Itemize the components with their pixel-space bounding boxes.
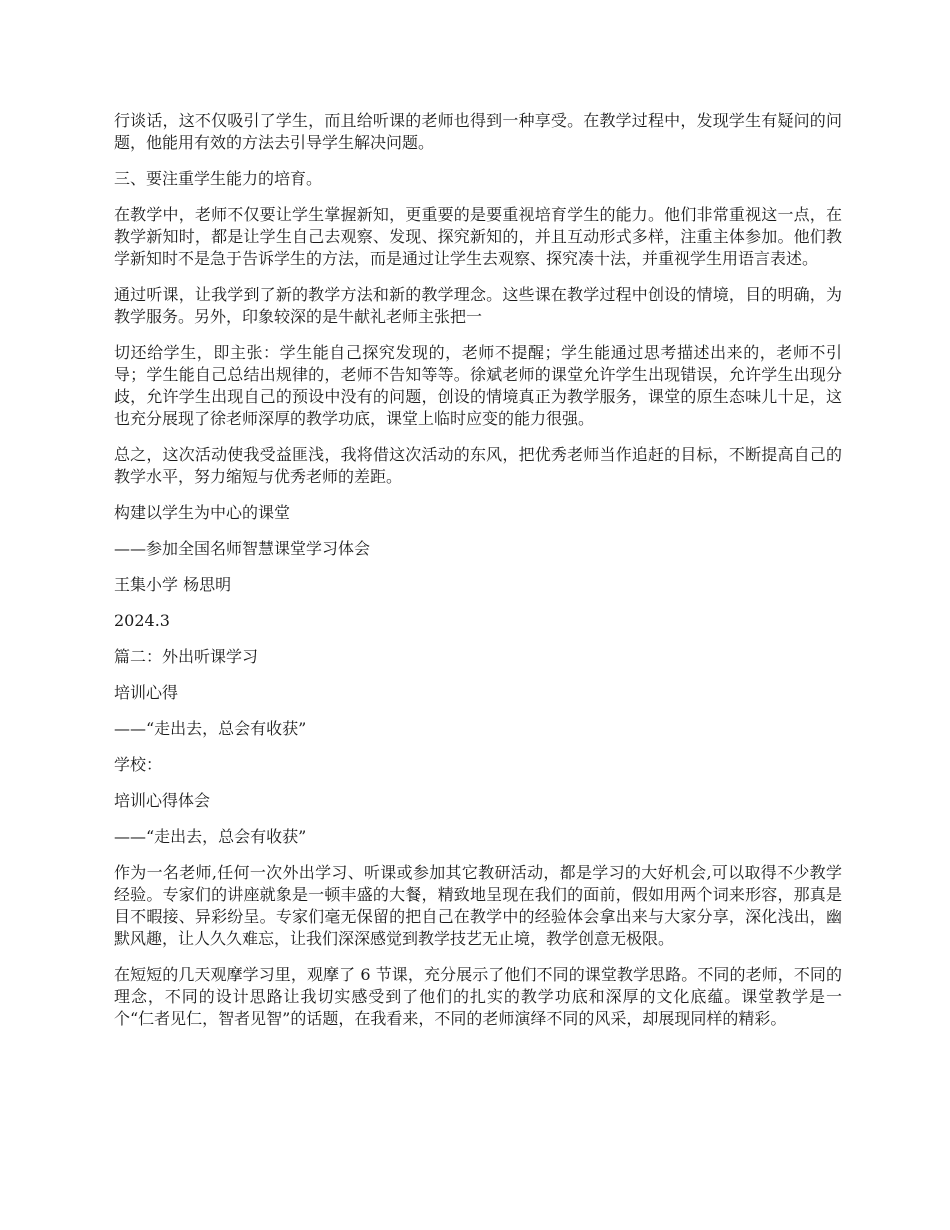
date-line: 2024.3 — [114, 611, 170, 630]
heading-section-three: 三、要注重学生能力的培育。 — [114, 169, 323, 188]
article-subtitle: ——参加全国名师智慧课堂学习体会 — [114, 539, 371, 558]
paragraph-learning-opportunity: 作为一名老师,任何一次外出学习、听课或参加其它教研活动，都是学习的大好机会,可以取得不少教学经验。专家们的讲座就象是一顿丰盛的大餐，精致地呈现在我们的面前，假如用两个词来形容，那真是目不暇接、异彩纷呈。专家们毫无保留的把自己在教学中的经验体会拿出来与大家分享，深化浅出，幽默风趣，让人久久难忘，让我们深深感觉到教学技艺无止境，教学创意无极限。 — [114, 863, 842, 948]
paragraph-ability-cultivation: 在教学中，老师不仅要让学生掌握新知，更重要的是要重视培育学生的能力。他们非常重视这一点，在教学新知时，都是让学生自己去观察、发现、探究新知的，并且互动形式多样，注重主体参加。他们教学新知时不是急于告诉学生的方法，而是通过让学生去观察、探究凑十法，并重视学生用语言表述。 — [114, 205, 842, 268]
paragraph-conclusion: 总之，这次活动使我受益匪浅，我将借这次活动的东风，把优秀老师当作追赶的目标，不断提高自己的教学水平，努力缩短与优秀老师的差距。 — [114, 445, 842, 486]
school-line: 学校： — [114, 755, 163, 774]
document-body — [114, 110, 842, 1044]
paragraph-observation: 在短短的几天观摩学习里，观摩了 6 节课，充分展示了他们不同的课堂教学思路。不同的老师，不同的理念，不同的设计思路让我切实感受到了他们的扎实的教学功底和深厚的文化底蕴。课堂教学是一个“仁者见仁，智者见智”的话题，在我看来，不同的老师演绎不同的风采，却展现同样的精彩。 — [114, 965, 842, 1028]
paragraph-student-centered: 切还给学生，即主张：学生能自己探究发现的，老师不提醒；学生能通过思考描述出来的，老师不引导；学生能自己总结出规律的，老师不告知等等。徐斌老师的课堂允许学生出现错误，允许学生出现分歧，允许学生出现自己的预设中没有的问题，创设的情境真正为教学服务，课堂的原生态味儿十足，这也充分展现了徐老师深厚的教学功底，课堂上临时应变的能力很强。 — [114, 343, 842, 428]
chapter-two-heading: 篇二：外出听课学习 — [114, 647, 259, 666]
training-experience-subtitle: ——“走出去，总会有收获” — [114, 827, 307, 846]
paragraph-teaching-conversation: 行谈话，这不仅吸引了学生，而且给听课的老师也得到一种享受。在教学过程中，发现学生有疑问的问题，他能用有效的方法去引导学生解决问题。 — [114, 111, 842, 152]
article-title: 构建以学生为中心的课堂 — [114, 503, 291, 522]
training-subtitle: ——“走出去，总会有收获” — [114, 719, 307, 738]
training-experience-heading: 培训心得体会 — [114, 791, 211, 810]
training-heading: 培训心得 — [114, 683, 179, 702]
paragraph-lesson-learned: 通过听课，让我学到了新的教学方法和新的教学理念。这些课在教学过程中创设的情境，目的明确，为教学服务。另外，印象较深的是牛献礼老师主张把一 — [114, 285, 842, 326]
author-line: 王集小学 杨思明 — [114, 575, 232, 594]
